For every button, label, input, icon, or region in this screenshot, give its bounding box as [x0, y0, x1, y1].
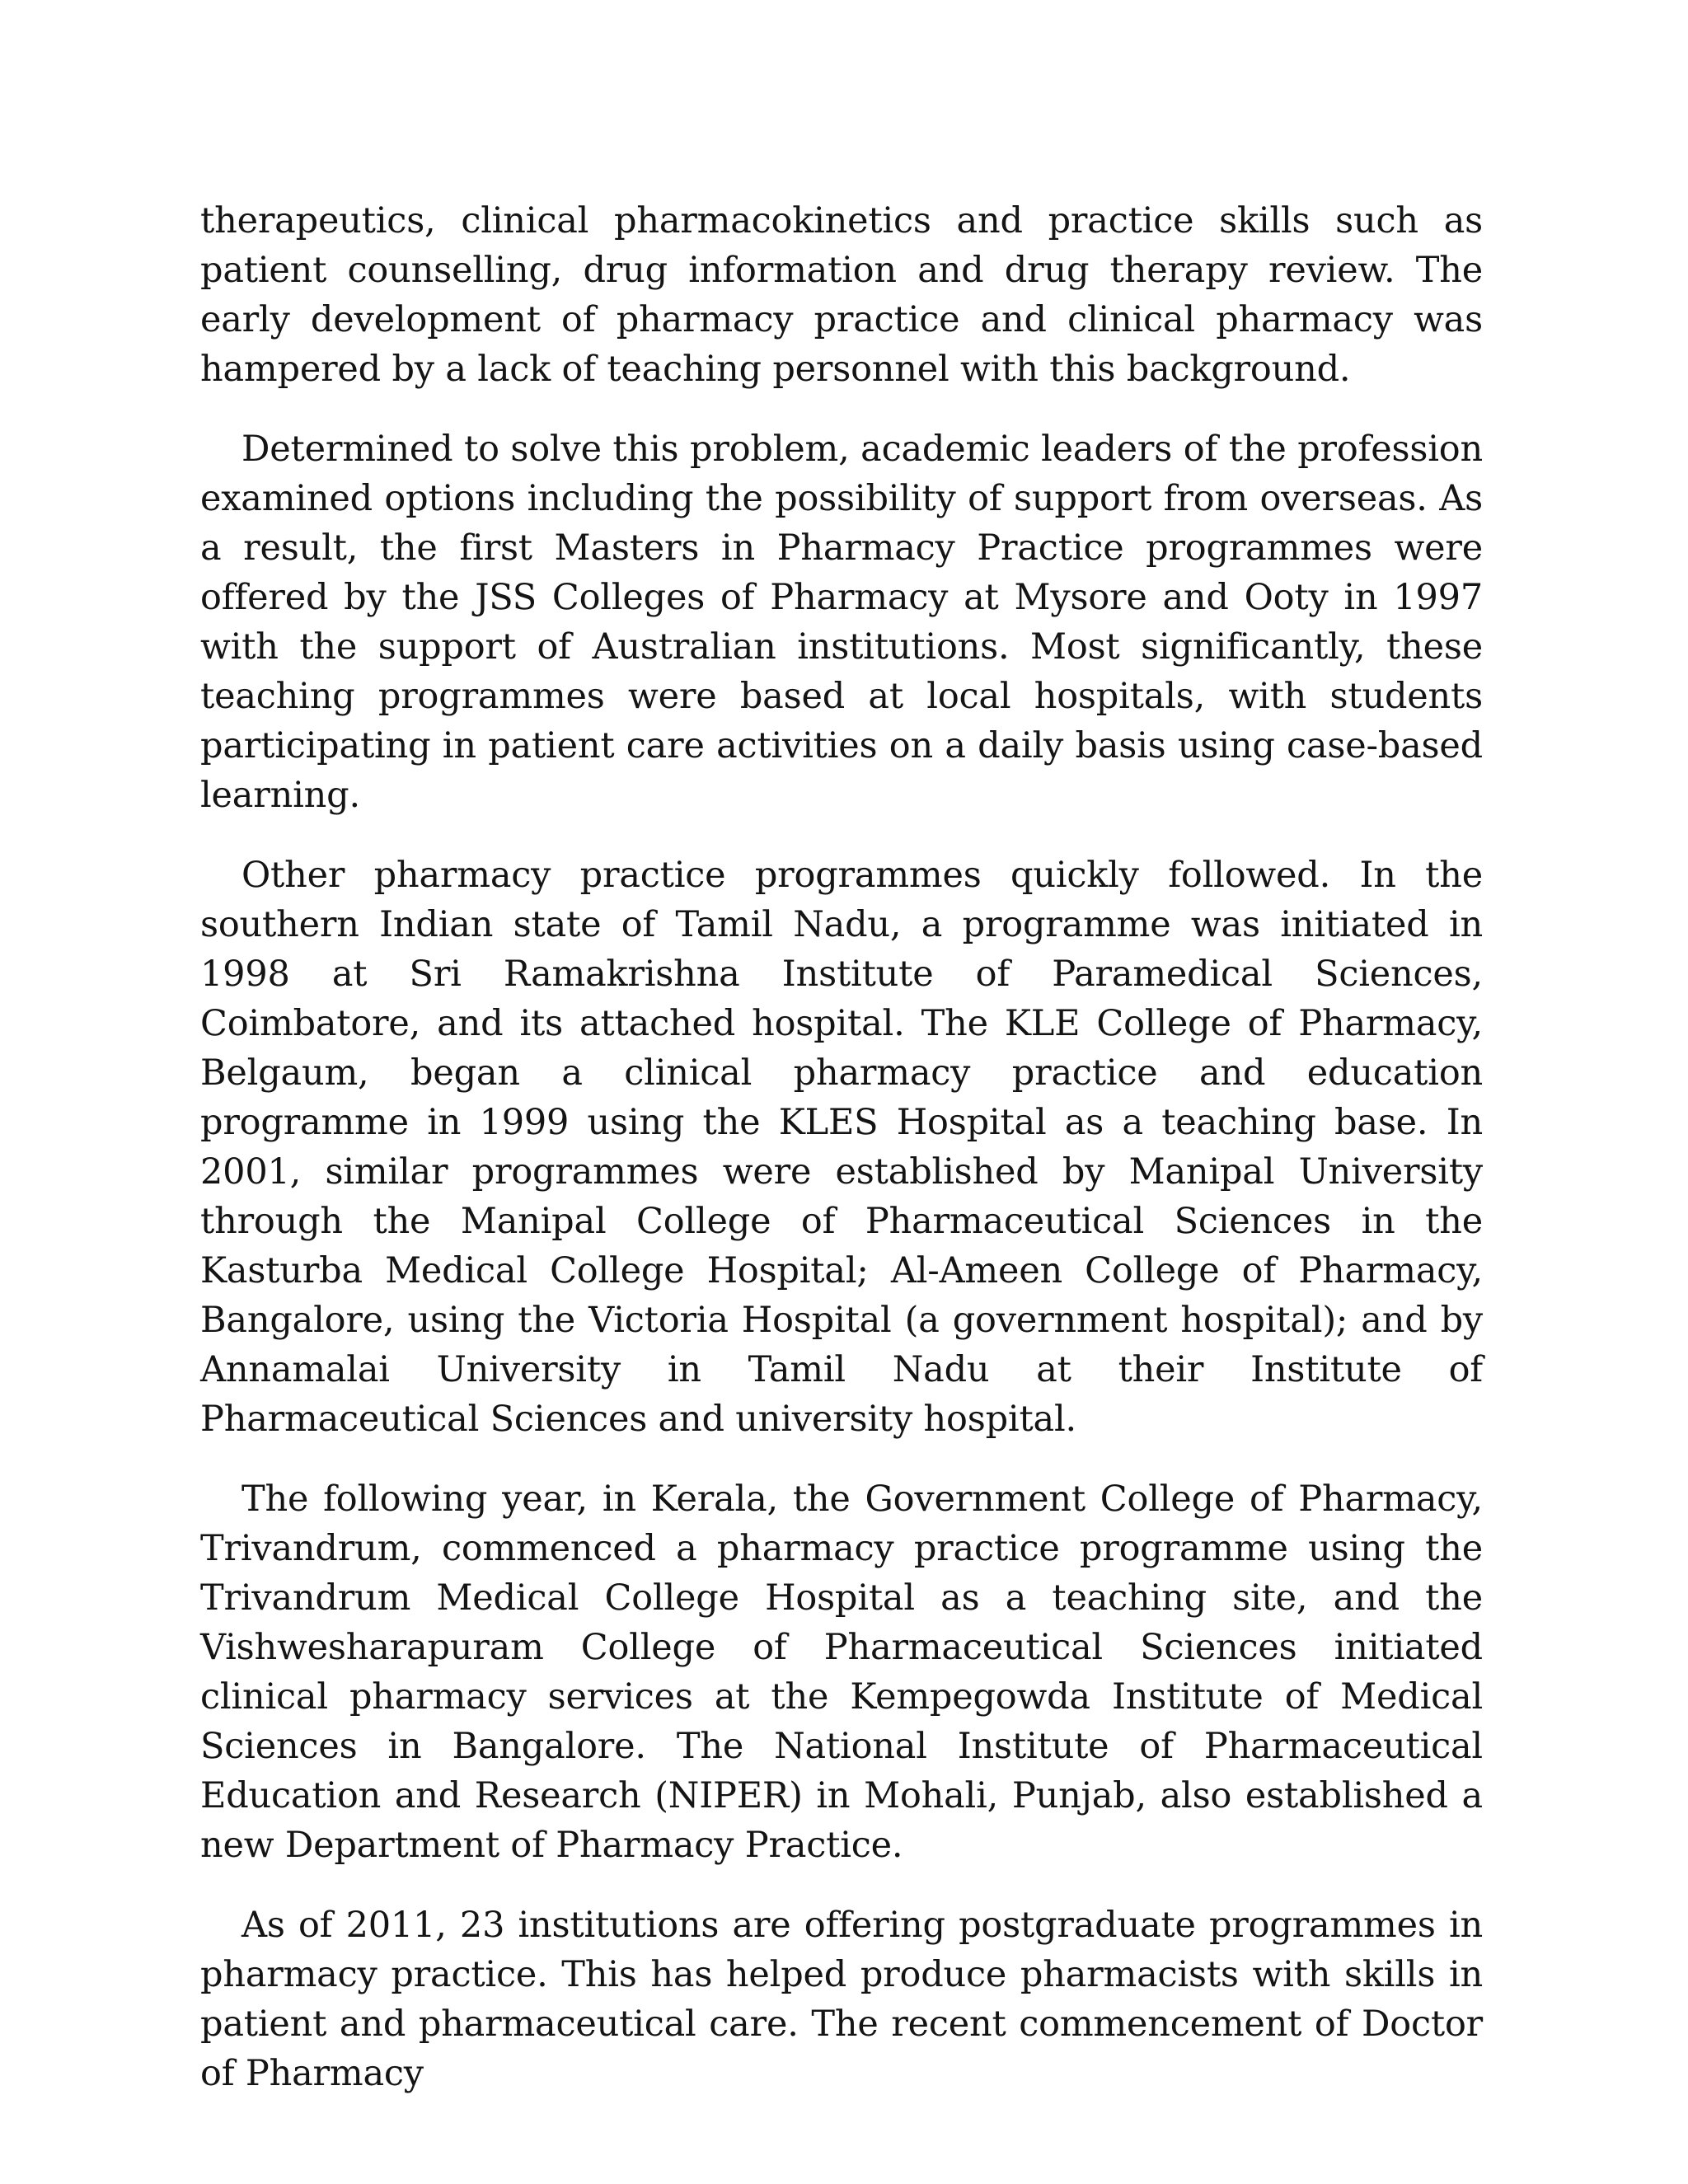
document-page: [200, 196, 1483, 2098]
paragraph-4: The following year, in Kerala, the Government College of Pharmacy, Trivandrum, commenced a pharmacy practice programme using the Trivandrum Medical College Hospital as a teaching site, and the Vishwesharapuram College of Pharmaceutical Sciences initiated clinical pharmacy services at the Kempegowda Institute of Medical Sciences in Bangalore. The National Institute of Pharmaceutical Education and Research (NIPER) in Mohali, Punjab, also established a new Department of Pharmacy Practice.: [200, 1479, 1483, 1866]
paragraph-1: therapeutics, clinical pharmacokinetics and practice skills such as patient counselling, drug information and drug therapy review. The early development of pharmacy practice and clinical pharmacy was hampered by a lack of teaching personnel with this background.: [200, 200, 1483, 390]
paragraph-3: Other pharmacy practice programmes quickly followed. In the southern Indian state of Tamil Nadu, a programme was initiated in 1998 at Sri Ramakrishna Institute of Paramedical Sciences, Coimbatore, and its attached hospital. The KLE College of Pharmacy, Belgaum, began a clinical pharmacy practice and education programme in 1999 using the KLES Hospital as a teaching base. In 2001, similar programmes were established by Manipal University through the Manipal College of Pharmaceutical Sciences in the Kasturba Medical College Hospital; Al-Ameen College of Pharmacy, Bangalore, using the Victoria Hospital (a government hospital); and by Annamalai University in Tamil Nadu at their Institute of Pharmaceutical Sciences and university hospital.: [200, 855, 1483, 1440]
paragraph-5: As of 2011, 23 institutions are offering postgraduate programmes in pharmacy practice. This has helped produce pharmacists with skills in patient and pharmaceutical care. The recent commencement of Doctor of Pharmacy: [200, 1905, 1483, 2094]
paragraph-2: Determined to solve this problem, academic leaders of the profession examined options including the possibility of support from overseas. As a result, the first Masters in Pharmacy Practice programmes were offered by the JSS Colleges of Pharmacy at Mysore and Ooty in 1997 with the support of Australian institutions. Most significantly, these teaching programmes were based at local hospitals, with students participating in patient care activities on a daily basis using case-based learning.: [200, 429, 1483, 816]
